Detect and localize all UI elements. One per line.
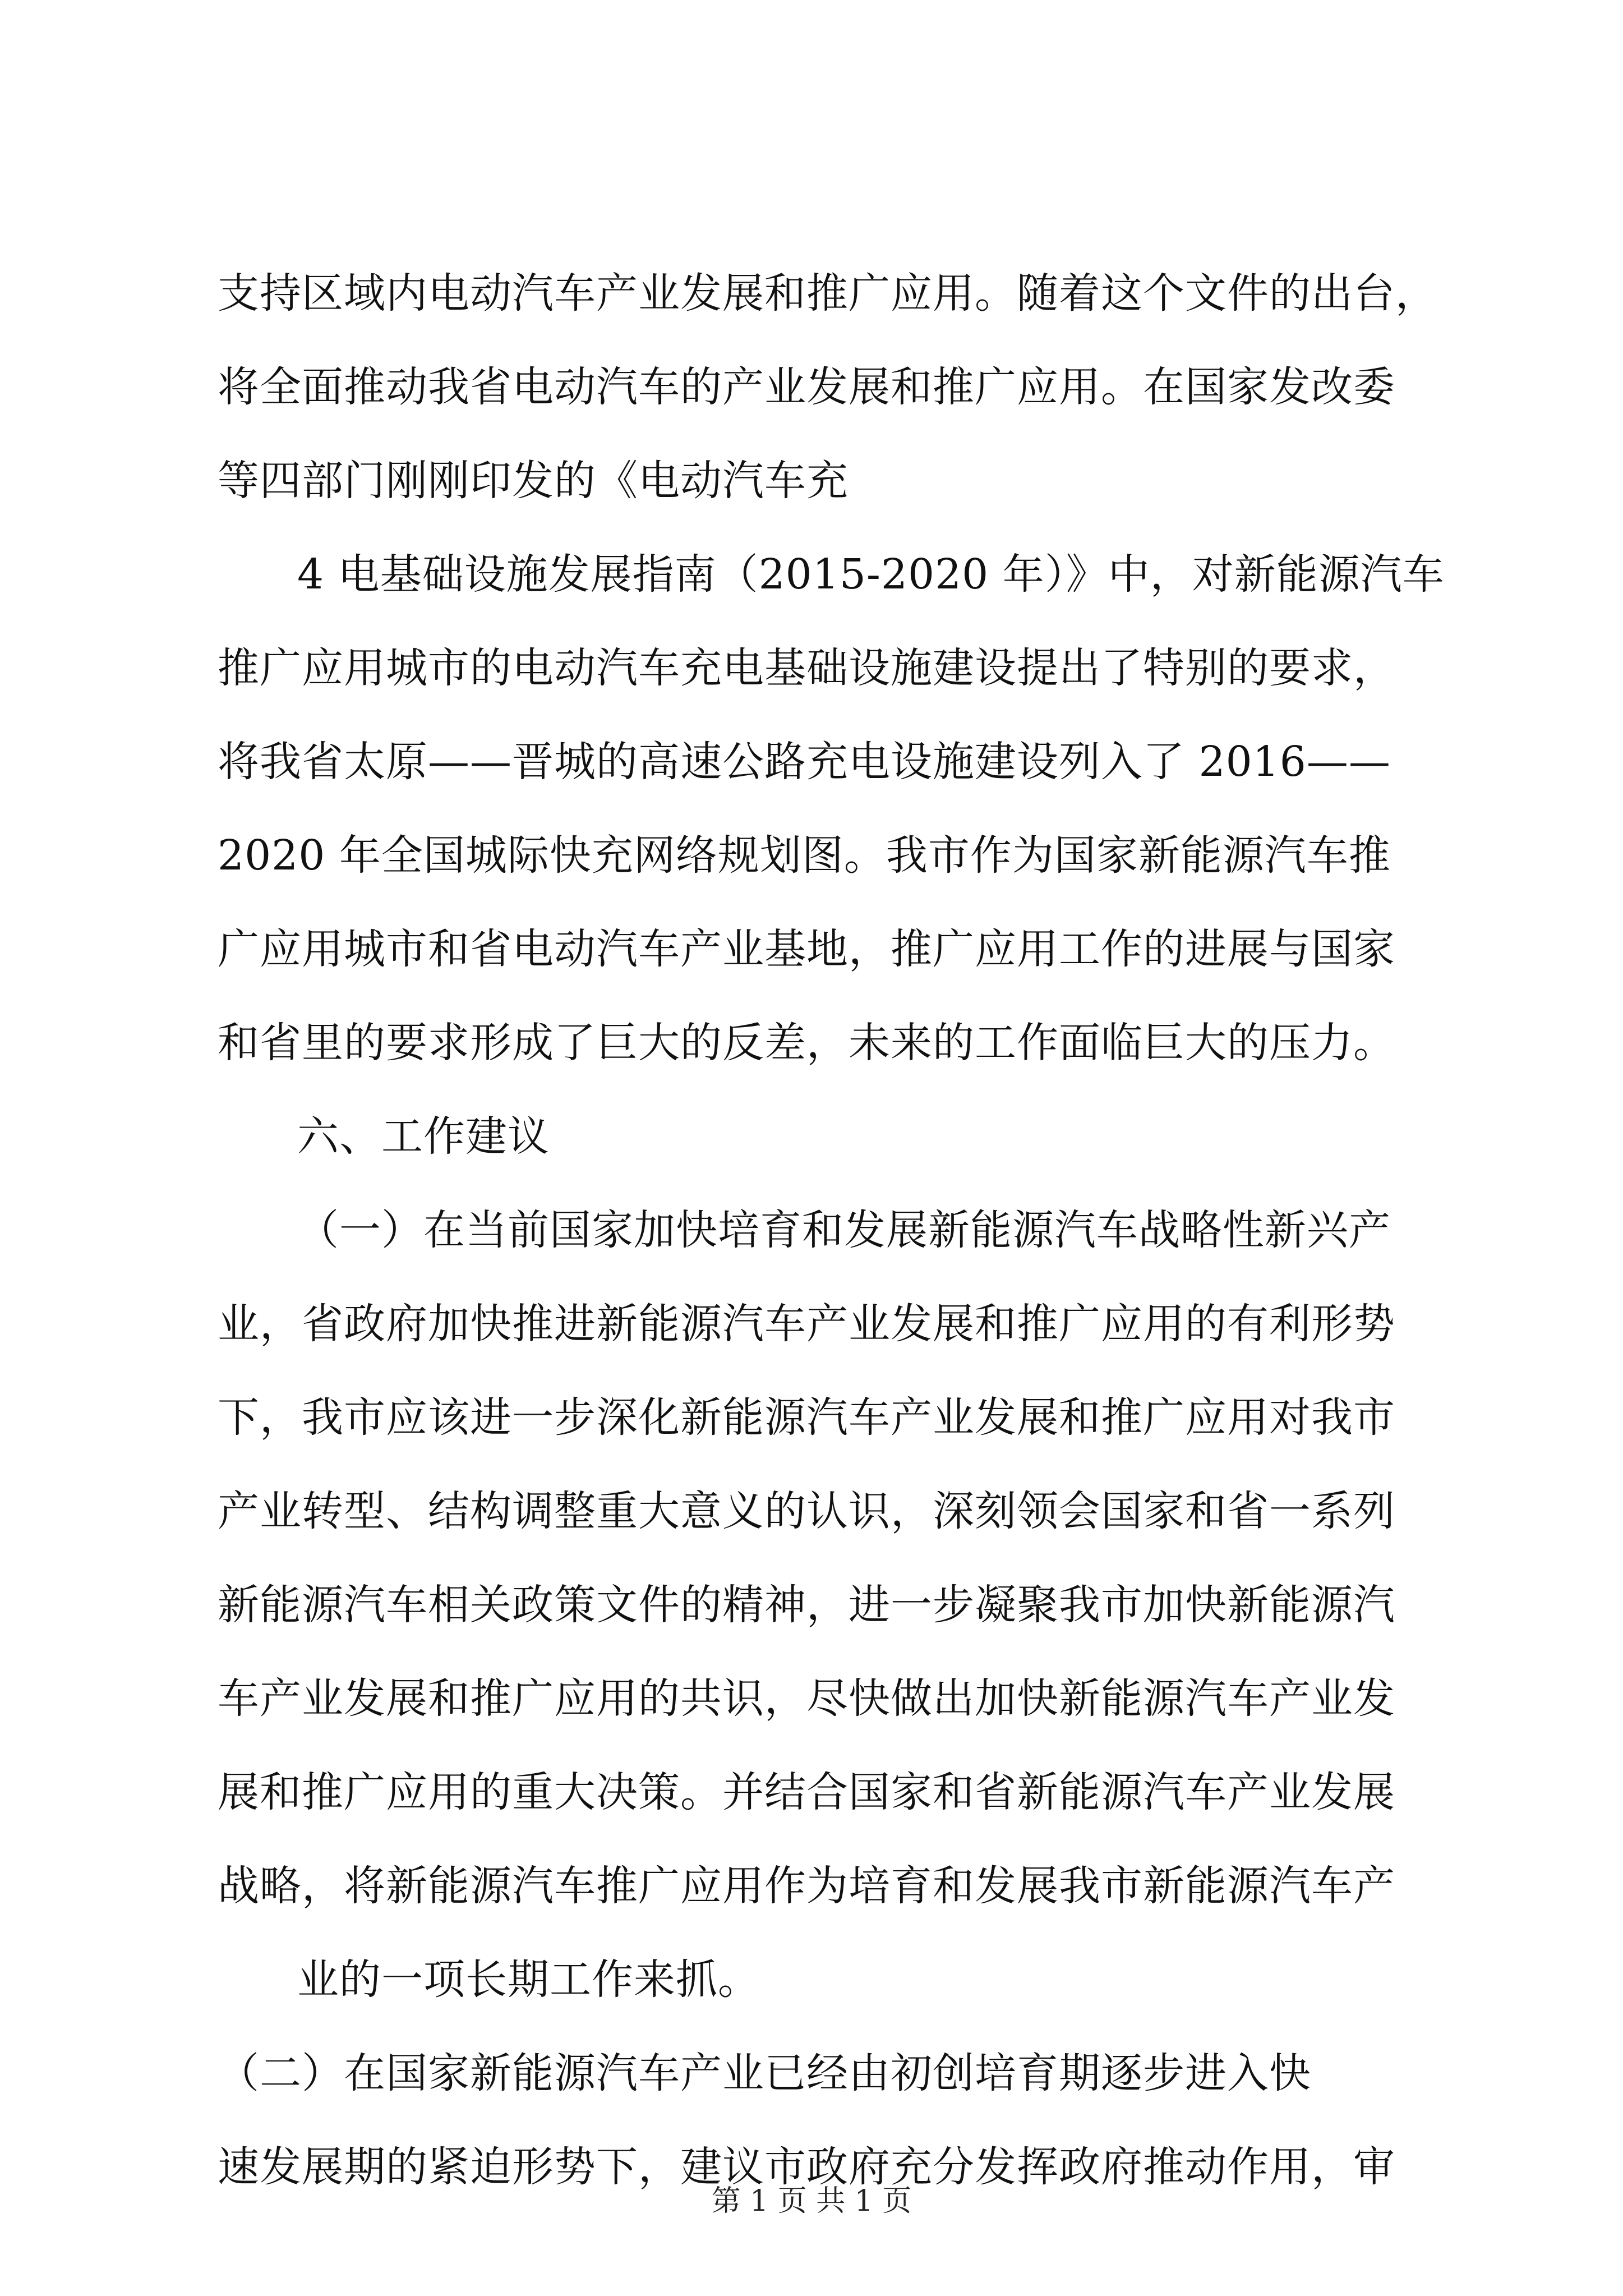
body-text-line: 展和推广应用的重大决策。并结合国家和省新能源汽车产业发展: [218, 1768, 1395, 1816]
body-text-line: 推广应用城市的电动汽车充电基础设施建设提出了特别的要求，: [218, 644, 1395, 692]
body-text-line: （二）在国家新能源汽车产业已经由初创培育期逐步进入快: [218, 2049, 1311, 2097]
section-heading: 六、工作建议: [297, 1112, 550, 1161]
body-text-line: 将我省太原——晋城的高速公路充电设施建设列入了 2016——: [218, 738, 1391, 786]
body-text-line: 业的一项长期工作来抓。: [297, 1955, 760, 2004]
body-text-line: 2020 年全国城际快充网络规划图。我市作为国家新能源汽车推: [218, 831, 1391, 880]
body-text-line: 和省里的要求形成了巨大的反差，未来的工作面临巨大的压力。: [218, 1019, 1395, 1067]
body-text-line: 车产业发展和推广应用的共识，尽快做出加快新能源汽车产业发: [218, 1674, 1395, 1723]
body-text-line: 新能源汽车相关政策文件的精神，进一步凝聚我市加快新能源汽: [218, 1581, 1395, 1629]
body-text-line: 产业转型、结构调整重大意义的认识，深刻领会国家和省一系列: [218, 1487, 1395, 1535]
body-text-line: 战略，将新能源汽车推广应用作为培育和发展我市新能源汽车产: [218, 1862, 1395, 1910]
body-text-line: 广应用城市和省电动汽车产业基地，推广应用工作的进展与国家: [218, 925, 1395, 973]
body-text-line: 等四部门刚刚印发的《电动汽车充: [218, 457, 849, 505]
body-text-line: （一）在当前国家加快培育和发展新能源汽车战略性新兴产: [297, 1206, 1391, 1254]
body-text-line: 4 电基础设施发展指南（2015-2020 年）》中，对新能源汽车: [297, 550, 1445, 599]
body-text-line: 速发展期的紧迫形势下，建议市政府充分发挥政府推动作用，审: [218, 2143, 1395, 2191]
body-text-line: 下，我市应该进一步深化新能源汽车产业发展和推广应用对我市: [218, 1393, 1395, 1442]
body-text-line: 业，省政府加快推进新能源汽车产业发展和推广应用的有利形势: [218, 1300, 1395, 1348]
body-text-line: 支持区域内电动汽车产业发展和推广应用。随着这个文件的出台，: [218, 269, 1437, 318]
body-text-line: 将全面推动我省电动汽车的产业发展和推广应用。在国家发改委: [218, 363, 1395, 411]
page-footer: 第 1 页 共 1 页: [711, 2184, 912, 2218]
